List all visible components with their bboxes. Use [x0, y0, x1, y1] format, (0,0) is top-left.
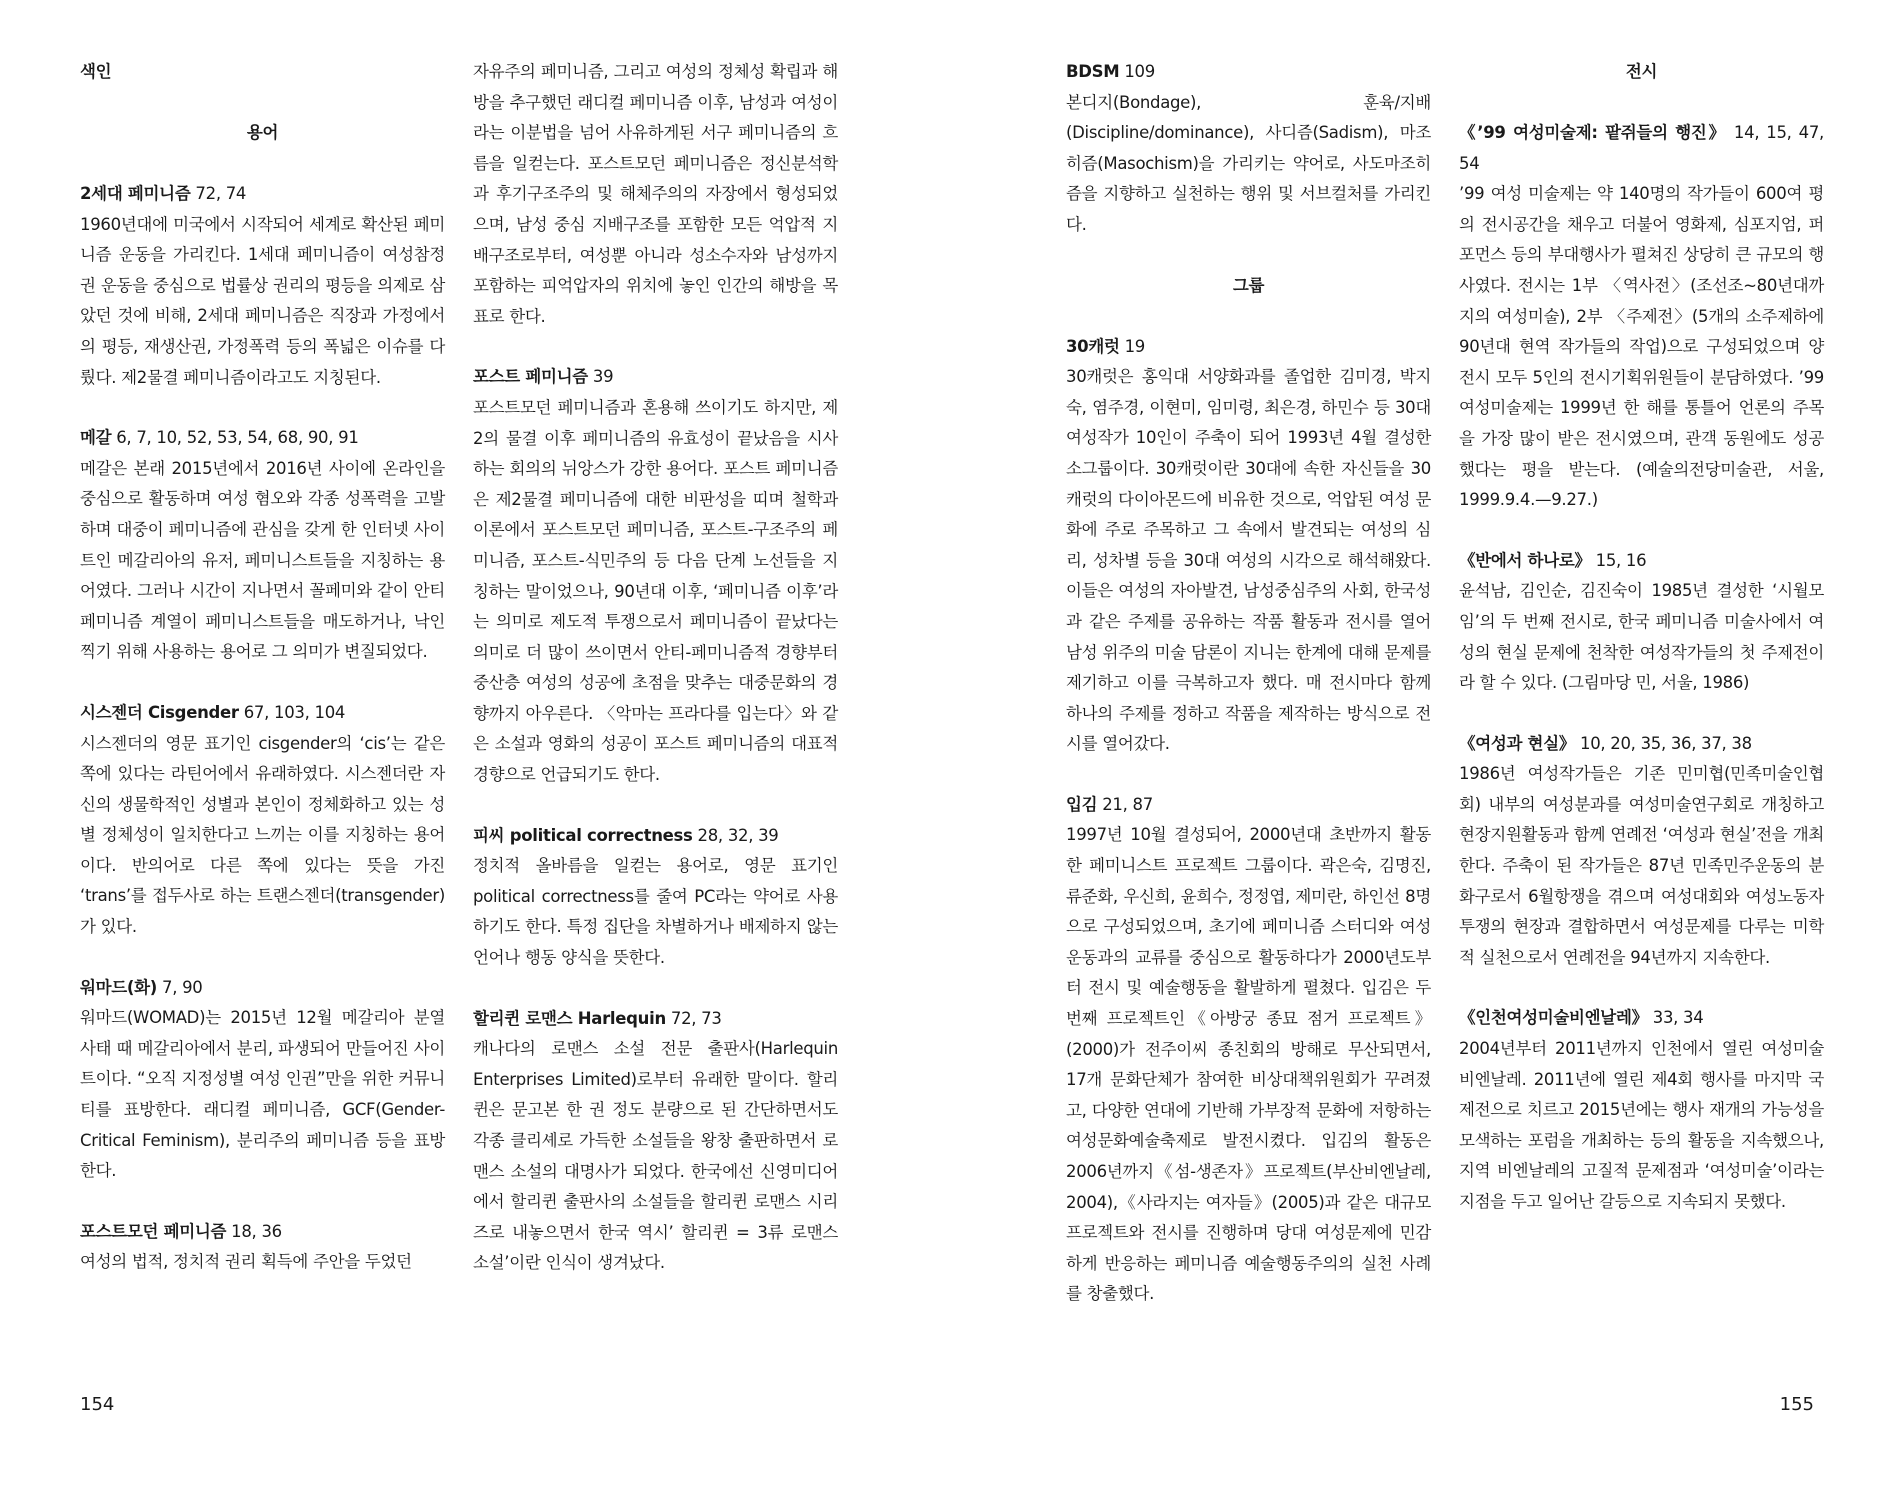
index-entry	[80, 973, 445, 1187]
entry-term: 메갈	[80, 428, 112, 448]
left-column-2	[473, 57, 838, 1309]
index-entry	[1066, 57, 1431, 241]
index-entry	[80, 698, 445, 943]
section-heading-terms: 용어	[246, 123, 279, 142]
entry-term: BDSM	[1066, 62, 1120, 81]
index-entry	[473, 362, 838, 790]
entry-description: ’99 여성 미술제는 약 140명의 작가들이 600여 평의 전시공간을 채우고 더불어 영화제, 심포지엄, 퍼포먼스 등의 부대행사가 펼쳐진 상당히 큰 규모의 행사였다. 전시는 1부 〈역사전〉(조선조~80년대까지의 여성미술), 2부 〈주제전〉(5개의 소주제하에 90년대 현역 작가들의 작업)으로 구성되었으며 양 전시 모두 5인의 전시기획위원들이 분담하였다. ’99 여성미술제는 1999년 한 해를 통틀어 언론의 주목을 가장 많이 받은 전시였으며, 관객 동원에도 성공했다는 평을 받는다. (예술의전당미술관, 서울, 1999.9.4.—9.27.)	[1459, 184, 1824, 510]
entry-description: 1960년대에 미국에서 시작되어 세계로 확산된 페미니즘 운동을 가리킨다. 1세대 페미니즘이 여성참정권 운동을 중심으로 법률상 권리의 평등을 의제로 삼았던 것에 비해, 2세대 페미니즘은 직장과 가정에서의 평등, 재생산권, 가정폭력 등의 폭넓은 이슈를 다뤘다. 제2물결 페미니즘이라고도 지칭된다.	[80, 214, 445, 387]
entry-term: 워마드(화)	[80, 977, 158, 997]
index-entry	[80, 423, 445, 668]
index-entry	[1066, 790, 1431, 1310]
entry-pages: 33, 34	[1652, 1008, 1704, 1028]
entry-description: 포스트모던 페미니즘과 혼용해 쓰이기도 하지만, 제2의 물결 이후 페미니즘의 유효성이 끝났음을 시사하는 회의의 뉘앙스가 강한 용어다. 포스트 페미니즘은 제2물결 페미니즘에 대한 비판성을 띠며 철학과 이론에서 포스트모던 페미니즘, 포스트-구조주의 페미니즘, 포스트-식민주의 등 다음 단계 노선들을 지칭하는 말이었으나, 90년대 이후, ‘페미니즘 이후’라는 의미로 제도적 투쟁으로서 페미니즘이 끝났다는 의미로 더 많이 쓰이면서 안티-페미니즘적 경향부터 중산층 여성의 성공에 초점을 맞추는 대중문화의 경향까지 아우른다. 〈악마는 프라다를 입는다〉와 같은 소설과 영화의 성공이 포스트 페미니즘의 대표적 경향으로 언급되기도 한다.	[473, 397, 838, 785]
entry-description: 시스젠더의 영문 표기인 cisgender의 ‘cis’는 같은 쪽에 있다는 라틴어에서 유래하였다. 시스젠더란 자신의 생물학적인 성별과 본인이 정체화하고 있는 성별 정체성이 일치한다고 느끼는 이를 지칭하는 용어이다. 반의어로 다른 쪽에 있다는 뜻을 가진 ‘trans’를 접두사로 하는 트랜스젠더(transgender)가 있다.	[80, 733, 445, 937]
index-entry	[473, 821, 838, 974]
index-entry-continued	[473, 57, 838, 332]
entry-description: 여성의 법적, 정치적 권리 획득에 주안을 두었던	[80, 1252, 412, 1272]
index-entry	[80, 1217, 445, 1278]
entry-description: 윤석남, 김인순, 김진숙이 1985년 결성한 ‘시월모임’의 두 번째 전시로, 한국 페미니즘 미술사에서 여성의 현실 문제에 천착한 여성작가들의 첫 주제전이라 할 수 있다. (그림마당 민, 서울, 1986)	[1459, 581, 1824, 693]
entry-pages: 18, 36	[231, 1221, 282, 1241]
entry-term: 입김	[1066, 794, 1098, 814]
entry-description: 메갈은 본래 2015년에서 2016년 사이에 온라인을 중심으로 활동하며 여성 혐오와 각종 성폭력을 고발하며 대중이 페미니즘에 관심을 갖게 한 인터넷 사이트인 메갈리아의 유저, 페미니스트들을 지칭하는 용어였다. 그러나 시간이 지나면서 꼴페미와 같이 안티 페미니즘 계열이 페미니스트들을 매도하거나, 낙인 찍기 위해 사용하는 용어로 그 의미가 변질되었다.	[80, 458, 445, 662]
entry-description: 본디지(Bondage), 훈육/지배(Discipline/dominance), 사디즘(Sadism), 마조히즘(Masochism)을 가리키는 약어로, 사도마조히즘을 지향하고 실천하는 행위 및 서브컬처를 가리킨다.	[1066, 92, 1431, 234]
section-heading-groups: 그룹	[1232, 275, 1265, 295]
page-number: 154	[80, 1394, 115, 1415]
entry-term: 30캐럿	[1066, 336, 1120, 356]
entry-pages: 72, 74	[195, 184, 247, 203]
right-column-1	[1066, 57, 1431, 1340]
entry-term: 《여성과 현실》	[1459, 733, 1576, 753]
entry-description: 자유주의 페미니즘, 그리고 여성의 정체성 확립과 해방을 추구했던 래디컬 페미니즘 이후, 남성과 여성이라는 이분법을 넘어 사유하게된 서구 페미니즘의 흐름을 일컫는다. 포스트모던 페미니즘은 정신분석학과 후기구조주의 및 해체주의의 자장에서 형성되었으며, 남성 중심 지배구조를 포함한 모든 억압적 지배구조로부터, 여성뿐 아니라 성소수자와 남성까지 포함하는 피억압자의 위치에 놓인 인간의 해방을 목표로 한다.	[473, 62, 838, 326]
index-entry	[80, 179, 445, 393]
index-entry	[1459, 729, 1824, 974]
index-header: 색인	[80, 62, 112, 81]
entry-pages: 109	[1124, 62, 1155, 81]
right-column-2	[1459, 57, 1824, 1248]
entry-description: 1997년 10월 결성되어, 2000년대 초반까지 활동한 페미니스트 프로젝트 그룹이다. 곽은숙, 김명진, 류준화, 우신희, 윤희수, 정정엽, 제미란, 하인선 8명으로 구성되었으며, 초기에 페미니즘 스터디와 여성운동과의 교류를 중심으로 활동하다가 2000년도부터 전시 및 예술행동을 활발하게 펼쳤다. 입김은 두 번째 프로젝트인《아방궁 종묘 점거 프로젝트》(2000)가 전주이씨 종친회의 방해로 무산되면서, 17개 문화단체가 참여한 비상대책위원회가 꾸려졌고, 다양한 연대에 기반해 가부장적 문화에 저항하는 여성문화예술축제로 발전시켰다. 입김의 활동은 2006년까지《섬-생존자》프로젝트(부산비엔날레, 2004),《사라지는 여자들》(2005)과 같은 대규모 프로젝트와 전시를 진행하며 당대 여성문제에 민감하게 반응하는 페미니즘 예술행동주의의 실천 사례를 창출했다.	[1066, 825, 1431, 1304]
entry-description: 2004년부터 2011년까지 인천에서 열린 여성미술비엔날레. 2011년에 열린 제4회 행사를 마지막 국제전으로 치르고 2015년에는 행사 재개의 가능성을 모색하는 포럼을 개최하는 등의 활동을 지속했으나, 지역 비엔날레의 고질적 문제점과 ‘여성미술’이라는 지점을 두고 일어난 갈등으로 지속되지 못했다.	[1459, 1039, 1824, 1211]
entry-pages: 72, 73	[670, 1008, 722, 1028]
entry-term: 2세대 페미니즘	[80, 184, 191, 203]
entry-description: 30캐럿은 홍익대 서양화과를 졸업한 김미경, 박지숙, 염주경, 이현미, 임미령, 최은경, 하민수 등 30대 여성작가 10인이 주축이 되어 1993년 4월 결성한 소그룹이다. 30캐럿이란 30대에 속한 자신들을 30캐럿의 다이아몬드에 비유한 것으로, 억압된 여성 문화에 주로 주목하고 그 속에서 발견되는 여성의 심리, 성차별 등을 30대 여성의 시각으로 해석해왔다. 이들은 여성의 자아발견, 남성중심주의 사회, 한국성과 같은 주제를 공유하는 작품 활동과 전시를 열어 남성 위주의 미술 담론이 지니는 한계에 대해 문제를 제기하고 이를 극복하고자 했다. 매 전시마다 함께 하나의 주제를 정하고 작품을 제작하는 방식으로 전시를 열어갔다.	[1066, 367, 1431, 754]
entry-pages: 15, 16	[1595, 550, 1647, 570]
entry-pages: 21, 87	[1102, 794, 1153, 814]
left-column-1	[80, 57, 445, 1308]
entry-pages: 10, 20, 35, 36, 37, 38	[1580, 733, 1752, 753]
entry-pages: 67, 103, 104	[243, 702, 346, 722]
entry-term: 《반에서 하나로》	[1459, 550, 1591, 570]
entry-term: 피씨 political correctness	[473, 825, 693, 845]
entry-term: 포스트 페미니즘	[473, 367, 588, 387]
section-heading-exhibitions: 전시	[1625, 62, 1658, 81]
entry-term: 《’99 여성미술제: 팥쥐들의 행진》	[1459, 123, 1727, 142]
entry-description: 1986년 여성작가들은 기존 민미협(민족미술인협회) 내부의 여성분과를 여성미술연구회로 개칭하고 현장지원활동과 함께 연례전 ‘여성과 현실’전을 개최한다. 주축이 된 작가들은 87년 민족민주운동의 분화구로서 6월항쟁을 겪으며 여성대회와 여성노동자투쟁의 현장과 결합하면서 여성문제를 다루는 미학적 실천으로서 연례전을 94년까지 지속한다.	[1459, 764, 1824, 967]
index-entry	[1459, 1003, 1824, 1217]
entry-pages: 14, 15, 47, 54	[1459, 123, 1824, 173]
index-entry	[473, 1004, 838, 1279]
entry-description: 워마드(WOMAD)는 2015년 12월 메갈리아 분열 사태 때 메갈리아에서 분리, 파생되어 만들어진 사이트이다. “오직 지정성별 여성 인권”만을 위한 커뮤니티를 표방한다. 래디컬 페미니즘, GCF(Gender-Critical Feminism), 분리주의 페미니즘 등을 표방한다.	[80, 1008, 445, 1181]
entry-pages: 6, 7, 10, 52, 53, 54, 68, 90, 91	[116, 428, 359, 448]
entry-term: 포스트모던 페미니즘	[80, 1221, 227, 1241]
index-entry	[1459, 118, 1824, 516]
entry-pages: 7, 90	[162, 977, 203, 997]
entry-pages: 19	[1124, 336, 1145, 356]
entry-term: 할리퀸 로맨스 Harlequin	[473, 1008, 666, 1028]
entry-term: 《인천여성미술비엔날레》	[1459, 1008, 1648, 1028]
entry-pages: 39	[592, 367, 614, 387]
index-entry	[1066, 332, 1431, 760]
entry-pages: 28, 32, 39	[697, 825, 779, 845]
index-entry	[1459, 546, 1824, 699]
page-number: 155	[1779, 1394, 1814, 1415]
entry-description: 캐나다의 로맨스 소설 전문 출판사(Harlequin Enterprises Limited)로부터 유래한 말이다. 할리 퀸은 문고본 한 권 정도 분량으로 된 간단하면서도 각종 클리셰로 가득한 소설들을 왕창 출판하면서 로맨스 소설의 대명사가 되었다. 한국에선 신영미디어에서 할리퀸 출판사의 소설들을 할리퀸 로맨스 시리즈로 내놓으면서 한국 역시’ 할리퀸 = 3류 로맨스 소설’이란 인식이 생겨났다.	[473, 1039, 838, 1273]
right-page	[945, 0, 1890, 1496]
entry-description: 정치적 올바름을 일컫는 용어로, 영문 표기인 political correctness를 줄여 PC라는 약어로 사용하기도 한다. 특정 집단을 차별하거나 배제하지 않는 언어나 행동 양식을 뜻한다.	[473, 856, 838, 968]
entry-term: 시스젠더 Cisgender	[80, 702, 239, 722]
